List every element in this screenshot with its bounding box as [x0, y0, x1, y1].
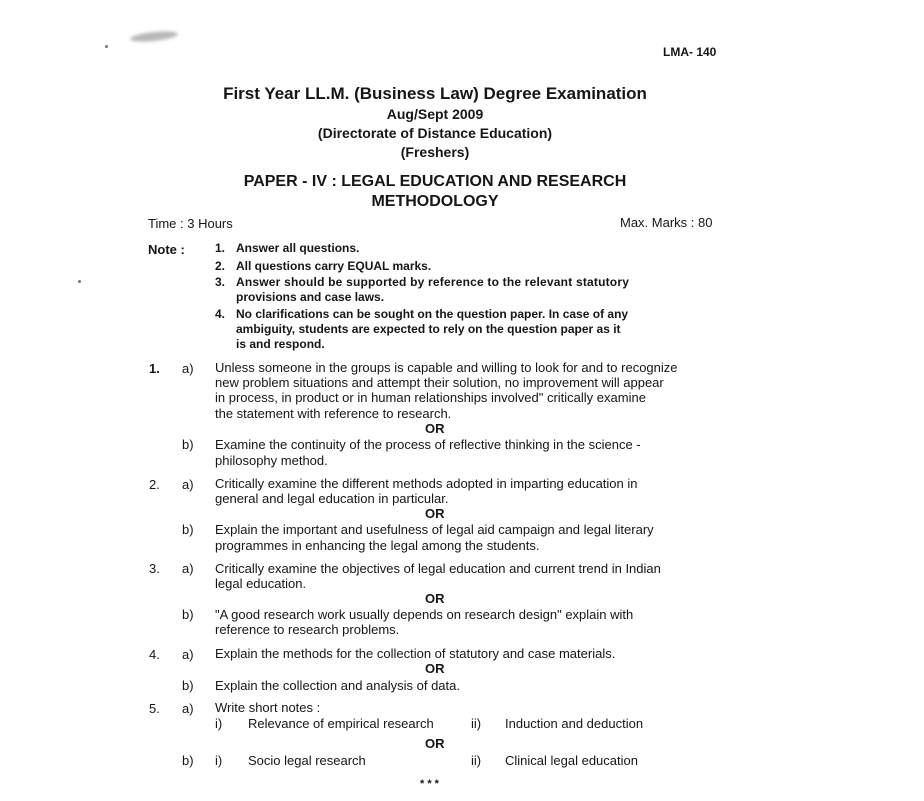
time-allowed: Time : 3 Hours — [148, 216, 233, 231]
question-text-line: general and legal education in particular. — [215, 491, 449, 506]
question-part-label: a) — [182, 477, 194, 492]
sub-item-label: i) — [215, 716, 223, 731]
scan-smudge — [130, 30, 179, 44]
note-item-number: 1. — [215, 241, 226, 255]
sub-item-label: ii) — [471, 753, 482, 768]
question-text-line: philosophy method. — [215, 453, 328, 468]
question-number: 4. — [149, 647, 160, 662]
question-part-label: b) — [182, 753, 194, 768]
note-item-text: is and respond. — [236, 337, 325, 351]
sub-item-label: ii) — [471, 716, 482, 731]
note-item-number: 2. — [215, 259, 226, 273]
question-text-line: Examine the continuity of the process of reflective thinking in the science - — [215, 437, 641, 452]
question-number: 2. — [149, 477, 160, 492]
note-item-text: Answer should be supported by reference to the relevant statutory — [236, 275, 630, 289]
question-text-line: legal education. — [215, 576, 307, 591]
category: (Freshers) — [400, 144, 470, 160]
scan-speck — [105, 45, 108, 48]
question-number: 5. — [149, 701, 160, 716]
note-item-text: Answer all questions. — [236, 241, 360, 255]
question-text-line: reference to research problems. — [215, 622, 400, 637]
question-part-label: b) — [182, 522, 194, 537]
question-part-label: a) — [182, 361, 194, 376]
sub-item-text: Relevance of empirical research — [248, 716, 434, 731]
note-item-text: ambiguity, students are expected to rely on the question paper as it — [236, 322, 621, 336]
question-part-label: a) — [182, 701, 194, 716]
max-marks: Max. Marks : 80 — [620, 215, 713, 230]
note-label: Note : — [148, 242, 185, 257]
short-notes-intro: Write short notes : — [215, 700, 321, 715]
note-item-number: 4. — [215, 307, 226, 321]
question-text-line: the statement with reference to research. — [215, 406, 452, 421]
or-separator: OR — [425, 661, 445, 676]
question-text-line: Explain the methods for the collection of statutory and case materials. — [215, 646, 616, 661]
directorate: (Directorate of Distance Education) — [317, 125, 553, 141]
sub-item-text: Induction and deduction — [505, 716, 644, 731]
or-separator: OR — [425, 736, 445, 751]
paper-title-line2: METHODOLOGY — [371, 193, 499, 210]
question-number: 1. — [149, 361, 160, 376]
or-separator: OR — [425, 591, 445, 606]
question-part-label: b) — [182, 437, 194, 452]
question-part-label: b) — [182, 678, 194, 693]
question-part-label: a) — [182, 561, 194, 576]
end-of-paper-mark: * * * — [420, 778, 439, 790]
question-text-line: new problem situations and attempt their solution, no improvement will appear — [215, 375, 664, 390]
or-separator: OR — [425, 506, 445, 521]
question-text-line: Explain the collection and analysis of data. — [215, 678, 460, 693]
question-text-line: Unless someone in the groups is capable and willing to look for and to recognize — [215, 360, 678, 375]
exam-session: Aug/Sept 2009 — [386, 106, 484, 122]
question-text-line: Critically examine the different methods adopted in imparting education in — [215, 476, 638, 491]
note-item-text: All questions carry EQUAL marks. — [236, 259, 432, 273]
question-part-label: a) — [182, 647, 194, 662]
question-part-label: b) — [182, 607, 194, 622]
exam-title: First Year LL.M. (Business Law) Degree Examination — [223, 84, 647, 103]
note-item-text: provisions and case laws. — [236, 290, 385, 304]
question-text-line: programmes in enhancing the legal among the students. — [215, 538, 540, 553]
scan-speck — [78, 280, 81, 283]
sub-item-label: i) — [215, 753, 223, 768]
question-text-line: in process, in product or in human relationships involved" critically examine — [215, 390, 646, 405]
sub-item-text: Socio legal research — [248, 753, 366, 768]
paper-code: LMA- 140 — [663, 45, 717, 59]
paper-title-line1: PAPER - IV : LEGAL EDUCATION AND RESEARCH — [243, 173, 627, 190]
question-text-line: Explain the important and usefulness of legal aid campaign and legal literary — [215, 522, 654, 537]
or-separator: OR — [425, 421, 445, 436]
question-text-line: "A good research work usually depends on research design" explain with — [215, 607, 634, 622]
note-item-number: 3. — [215, 275, 226, 289]
question-number: 3. — [149, 561, 160, 576]
note-item-text: No clarifications can be sought on the question paper. In case of any — [236, 307, 629, 321]
question-text-line: Critically examine the objectives of legal education and current trend in Indian — [215, 561, 661, 576]
sub-item-text: Clinical legal education — [505, 753, 638, 768]
